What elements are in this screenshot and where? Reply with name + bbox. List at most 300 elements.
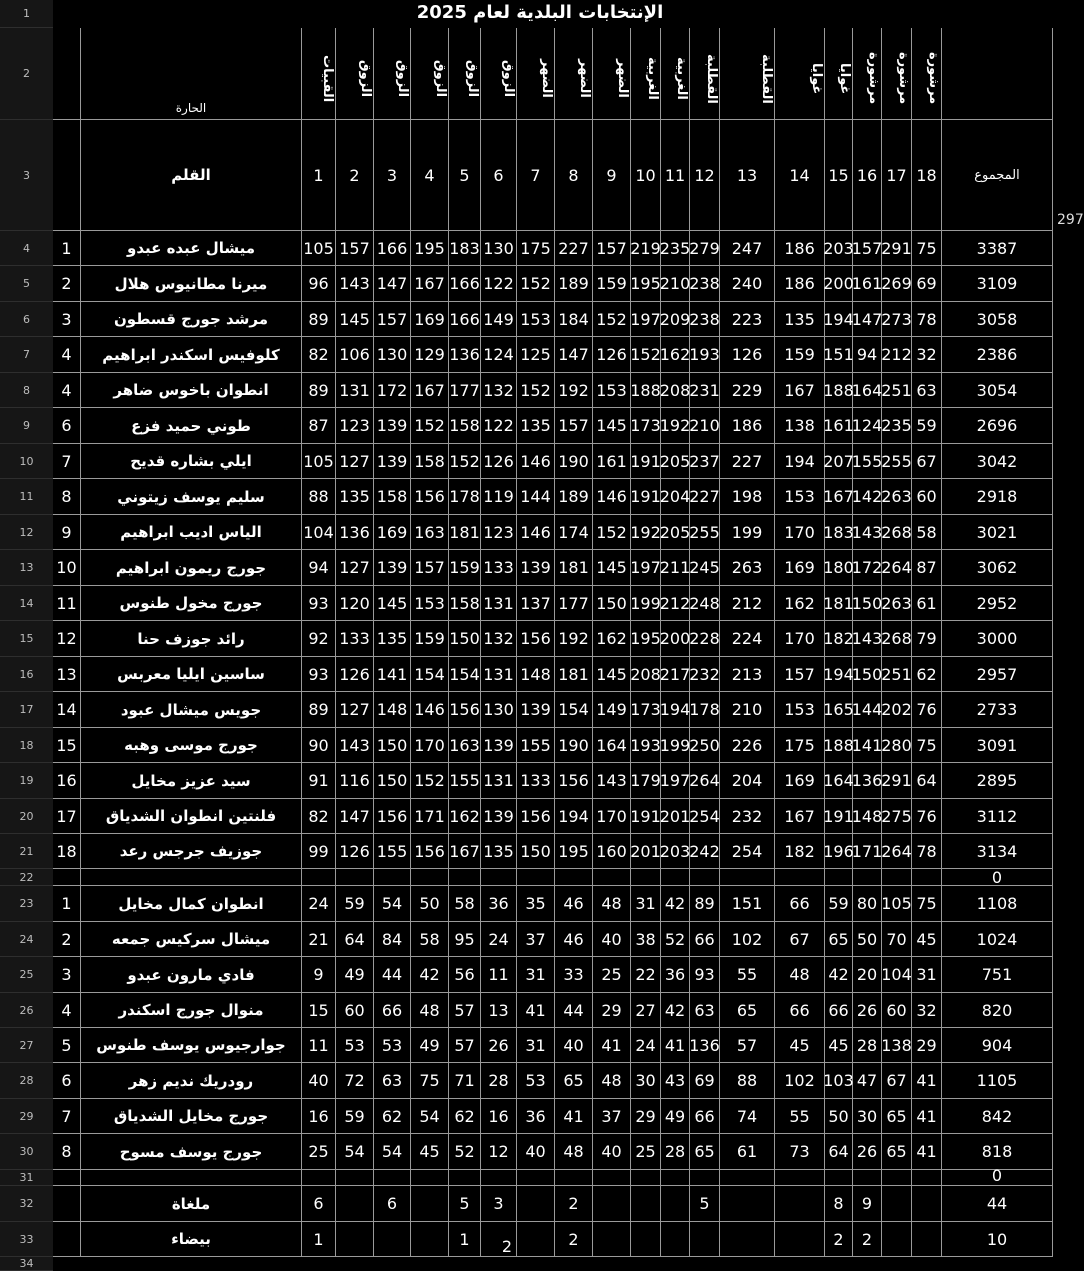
total-cell[interactable]: 3091 — [942, 728, 1053, 763]
vote-cell[interactable]: 50 — [853, 922, 882, 957]
vote-cell[interactable] — [411, 1186, 449, 1222]
vote-cell[interactable]: 42 — [661, 993, 690, 1028]
vote-cell[interactable]: 152 — [593, 515, 631, 550]
candidate-name[interactable]: ساسين ايليا معربس — [81, 657, 302, 692]
total-cell[interactable]: 1024 — [942, 922, 1053, 957]
empty-cell[interactable] — [481, 1170, 517, 1186]
vote-cell[interactable]: 32 — [912, 337, 942, 373]
vote-cell[interactable]: 126 — [481, 444, 517, 479]
vote-cell[interactable]: 41 — [912, 1134, 942, 1170]
vote-cell[interactable]: 201 — [631, 834, 661, 869]
vote-cell[interactable]: 229 — [720, 373, 775, 408]
empty-cell[interactable] — [302, 1170, 336, 1186]
vote-cell[interactable]: 159 — [775, 337, 825, 373]
vote-cell[interactable]: 24 — [302, 886, 336, 922]
candidate-index[interactable]: 12 — [53, 621, 81, 657]
vote-cell[interactable]: 122 — [481, 408, 517, 444]
vote-cell[interactable] — [374, 1222, 411, 1257]
candidate-index[interactable]: 17 — [53, 799, 81, 834]
vote-cell[interactable]: 62 — [374, 1099, 411, 1134]
vote-cell[interactable]: 190 — [555, 444, 593, 479]
vote-cell[interactable]: 189 — [555, 266, 593, 302]
vote-cell[interactable] — [517, 1186, 555, 1222]
vote-cell[interactable]: 123 — [481, 515, 517, 550]
vote-cell[interactable]: 196 — [825, 834, 853, 869]
total-cell[interactable]: 3109 — [942, 266, 1053, 302]
name-header[interactable]: القلم — [81, 120, 302, 231]
vote-cell[interactable]: 156 — [555, 763, 593, 799]
vote-cell[interactable]: 142 — [853, 479, 882, 515]
vote-cell[interactable]: 145 — [374, 586, 411, 621]
vote-cell[interactable]: 40 — [593, 922, 631, 957]
candidate-name[interactable]: منوال جورج اسكندر — [81, 993, 302, 1028]
row-header[interactable]: 6 — [0, 302, 53, 337]
empty-cell[interactable] — [555, 869, 593, 886]
row-header[interactable]: 2 — [0, 28, 53, 120]
vote-cell[interactable]: 57 — [449, 1028, 481, 1063]
vote-cell[interactable]: 194 — [825, 302, 853, 337]
vote-cell[interactable]: 191 — [825, 799, 853, 834]
vote-cell[interactable]: 65 — [882, 1099, 912, 1134]
vote-cell[interactable]: 93 — [302, 657, 336, 692]
total-cell[interactable]: 2386 — [942, 337, 1053, 373]
vote-cell[interactable] — [690, 1222, 720, 1257]
vote-cell[interactable]: 186 — [775, 231, 825, 266]
vote-cell[interactable]: 47 — [853, 1063, 882, 1099]
vote-cell[interactable]: 188 — [825, 728, 853, 763]
vote-cell[interactable]: 136 — [690, 1028, 720, 1063]
vote-cell[interactable]: 138 — [775, 408, 825, 444]
vote-cell[interactable]: 181 — [555, 550, 593, 586]
vote-cell[interactable]: 153 — [411, 586, 449, 621]
column-number[interactable]: 4 — [411, 120, 449, 231]
vote-cell[interactable]: 124 — [853, 408, 882, 444]
vote-cell[interactable]: 178 — [690, 692, 720, 728]
column-number[interactable]: 5 — [449, 120, 481, 231]
vote-cell[interactable]: 150 — [853, 657, 882, 692]
vote-cell[interactable]: 62 — [449, 1099, 481, 1134]
row-header[interactable]: 15 — [0, 621, 53, 657]
empty-cell[interactable] — [593, 1170, 631, 1186]
column-number[interactable]: 14 — [775, 120, 825, 231]
vote-cell[interactable]: 139 — [374, 444, 411, 479]
vote-cell[interactable]: 59 — [825, 886, 853, 922]
vote-cell[interactable]: 54 — [411, 1099, 449, 1134]
vote-cell[interactable]: 154 — [449, 657, 481, 692]
candidate-name[interactable]: سليم يوسف زيتوني — [81, 479, 302, 515]
vote-cell[interactable]: 41 — [912, 1099, 942, 1134]
vote-cell[interactable]: 157 — [555, 408, 593, 444]
candidate-index[interactable]: 10 — [53, 550, 81, 586]
vote-cell[interactable]: 166 — [374, 231, 411, 266]
vote-cell[interactable] — [661, 1186, 690, 1222]
row-header[interactable]: 10 — [0, 444, 53, 479]
vote-cell[interactable]: 94 — [302, 550, 336, 586]
vote-cell[interactable]: 169 — [775, 763, 825, 799]
vote-cell[interactable]: 155 — [374, 834, 411, 869]
vote-cell[interactable]: 152 — [411, 408, 449, 444]
vote-cell[interactable]: 139 — [374, 550, 411, 586]
vote-cell[interactable]: 212 — [882, 337, 912, 373]
total-cell[interactable]: 10 — [942, 1222, 1053, 1257]
row-header[interactable]: 8 — [0, 373, 53, 408]
vote-cell[interactable]: 194 — [775, 444, 825, 479]
vote-cell[interactable]: 66 — [690, 1099, 720, 1134]
vote-cell[interactable]: 2 — [853, 1222, 882, 1257]
vote-cell[interactable]: 153 — [593, 373, 631, 408]
vote-cell[interactable]: 88 — [302, 479, 336, 515]
district-header[interactable]: الغربية — [631, 28, 661, 120]
vote-cell[interactable]: 136 — [336, 515, 374, 550]
vote-cell[interactable]: 55 — [775, 1099, 825, 1134]
district-header[interactable]: الضهر — [517, 28, 555, 120]
vote-cell[interactable]: 127 — [336, 444, 374, 479]
column-number[interactable]: 7 — [517, 120, 555, 231]
vote-cell[interactable]: 12 — [481, 1134, 517, 1170]
vote-cell[interactable]: 268 — [882, 515, 912, 550]
vote-cell[interactable]: 123 — [336, 408, 374, 444]
vote-cell[interactable]: 66 — [775, 993, 825, 1028]
vote-cell[interactable]: 145 — [593, 550, 631, 586]
empty-cell[interactable] — [593, 869, 631, 886]
vote-cell[interactable]: 52 — [661, 922, 690, 957]
vote-cell[interactable] — [912, 1186, 942, 1222]
vote-cell[interactable] — [775, 1222, 825, 1257]
total-cell[interactable]: 2696 — [942, 408, 1053, 444]
vote-cell[interactable]: 269 — [882, 266, 912, 302]
vote-cell[interactable]: 79 — [912, 621, 942, 657]
column-number[interactable]: 17 — [882, 120, 912, 231]
vote-cell[interactable]: 1 — [302, 1222, 336, 1257]
vote-cell[interactable]: 94 — [853, 337, 882, 373]
vote-cell[interactable]: 167 — [825, 479, 853, 515]
vote-cell[interactable]: 195 — [411, 231, 449, 266]
vote-cell[interactable]: 6 — [374, 1186, 411, 1222]
empty-cell[interactable] — [53, 1186, 81, 1222]
vote-cell[interactable]: 30 — [853, 1099, 882, 1134]
candidate-name[interactable]: انطوان كمال مخايل — [81, 886, 302, 922]
empty-cell[interactable] — [631, 869, 661, 886]
vote-cell[interactable]: 173 — [631, 692, 661, 728]
vote-cell[interactable]: 131 — [481, 763, 517, 799]
vote-cell[interactable]: 164 — [593, 728, 631, 763]
vote-cell[interactable]: 35 — [517, 886, 555, 922]
vote-cell[interactable]: 49 — [661, 1099, 690, 1134]
vote-cell[interactable]: 167 — [775, 373, 825, 408]
vote-cell[interactable]: 126 — [336, 834, 374, 869]
vote-cell[interactable]: 163 — [411, 515, 449, 550]
district-header[interactable]: الغربية — [661, 28, 690, 120]
vote-cell[interactable]: 156 — [411, 834, 449, 869]
vote-cell[interactable]: 38 — [631, 922, 661, 957]
vote-cell[interactable]: 195 — [631, 621, 661, 657]
vote-cell[interactable]: 144 — [853, 692, 882, 728]
vote-cell[interactable]: 245 — [690, 550, 720, 586]
vote-cell[interactable]: 119 — [481, 479, 517, 515]
candidate-name[interactable]: جوارجيوس يوسف طنوس — [81, 1028, 302, 1063]
vote-cell[interactable]: 71 — [449, 1063, 481, 1099]
district-header[interactable]: الزوق — [481, 28, 517, 120]
vote-cell[interactable]: 157 — [336, 231, 374, 266]
vote-cell[interactable]: 212 — [720, 586, 775, 621]
column-number[interactable]: 8 — [555, 120, 593, 231]
vote-cell[interactable]: 44 — [374, 957, 411, 993]
vote-cell[interactable]: 31 — [517, 1028, 555, 1063]
district-header[interactable]: القطلبة — [720, 28, 775, 120]
vote-cell[interactable]: 146 — [517, 515, 555, 550]
empty-cell[interactable] — [853, 1170, 882, 1186]
vote-cell[interactable]: 146 — [593, 479, 631, 515]
row-header[interactable]: 34 — [0, 1257, 53, 1271]
vote-cell[interactable]: 27 — [631, 993, 661, 1028]
vote-cell[interactable]: 157 — [374, 302, 411, 337]
vote-cell[interactable]: 28 — [661, 1134, 690, 1170]
vote-cell[interactable]: 125 — [517, 337, 555, 373]
vote-cell[interactable]: 192 — [555, 373, 593, 408]
empty-cell[interactable] — [720, 1170, 775, 1186]
vote-cell[interactable] — [720, 1222, 775, 1257]
vote-cell[interactable]: 190 — [555, 728, 593, 763]
empty-cell[interactable] — [775, 869, 825, 886]
vote-cell[interactable]: 231 — [690, 373, 720, 408]
vote-cell[interactable]: 164 — [825, 763, 853, 799]
vote-cell[interactable]: 255 — [882, 444, 912, 479]
district-header[interactable]: مرشورة — [882, 28, 912, 120]
vote-cell[interactable]: 28 — [853, 1028, 882, 1063]
vote-cell[interactable]: 40 — [555, 1028, 593, 1063]
vote-cell[interactable]: 129 — [411, 337, 449, 373]
vote-cell[interactable]: 88 — [720, 1063, 775, 1099]
column-number[interactable]: 15 — [825, 120, 853, 231]
candidate-index[interactable]: 4 — [53, 993, 81, 1028]
vote-cell[interactable]: 82 — [302, 799, 336, 834]
empty-cell[interactable] — [374, 869, 411, 886]
vote-cell[interactable]: 164 — [853, 373, 882, 408]
row-header-label[interactable]: الحارة — [81, 28, 302, 120]
vote-cell[interactable]: 146 — [517, 444, 555, 479]
total-cell[interactable]: 904 — [942, 1028, 1053, 1063]
vote-cell[interactable]: 41 — [661, 1028, 690, 1063]
vote-cell[interactable]: 268 — [882, 621, 912, 657]
vote-cell[interactable]: 48 — [593, 886, 631, 922]
candidate-name[interactable]: جورج يوسف مسوح — [81, 1134, 302, 1170]
vote-cell[interactable]: 2 — [825, 1222, 853, 1257]
vote-cell[interactable]: 150 — [449, 621, 481, 657]
vote-cell[interactable]: 126 — [593, 337, 631, 373]
vote-cell[interactable]: 46 — [555, 886, 593, 922]
vote-cell[interactable]: 37 — [517, 922, 555, 957]
vote-cell[interactable]: 124 — [481, 337, 517, 373]
vote-cell[interactable]: 161 — [825, 408, 853, 444]
column-number[interactable]: 13 — [720, 120, 775, 231]
total-cell[interactable]: 2952 — [942, 586, 1053, 621]
vote-cell[interactable]: 204 — [661, 479, 690, 515]
vote-cell[interactable]: 203 — [825, 231, 853, 266]
vote-cell[interactable]: 165 — [825, 692, 853, 728]
vote-cell[interactable]: 139 — [481, 799, 517, 834]
vote-cell[interactable]: 263 — [882, 479, 912, 515]
vote-cell[interactable]: 16 — [302, 1099, 336, 1134]
vote-cell[interactable]: 145 — [593, 408, 631, 444]
vote-cell[interactable]: 89 — [690, 886, 720, 922]
vote-cell[interactable]: 40 — [302, 1063, 336, 1099]
vote-cell[interactable]: 62 — [912, 657, 942, 692]
vote-cell[interactable]: 155 — [517, 728, 555, 763]
vote-cell[interactable]: 36 — [517, 1099, 555, 1134]
vote-cell[interactable]: 217 — [661, 657, 690, 692]
vote-cell[interactable]: 42 — [825, 957, 853, 993]
vote-cell[interactable]: 8 — [825, 1186, 853, 1222]
vote-cell[interactable]: 181 — [449, 515, 481, 550]
vote-cell[interactable]: 151 — [720, 886, 775, 922]
vote-cell[interactable]: 16 — [481, 1099, 517, 1134]
vote-cell[interactable]: 210 — [720, 692, 775, 728]
vote-cell[interactable]: 116 — [336, 763, 374, 799]
vote-cell[interactable]: 26 — [481, 1028, 517, 1063]
vote-cell[interactable]: 207 — [825, 444, 853, 479]
vote-cell[interactable]: 183 — [825, 515, 853, 550]
vote-cell[interactable]: 193 — [631, 728, 661, 763]
candidate-index[interactable]: 18 — [53, 834, 81, 869]
vote-cell[interactable]: 67 — [912, 444, 942, 479]
vote-cell[interactable]: 195 — [555, 834, 593, 869]
empty-cell[interactable] — [912, 869, 942, 886]
vote-cell[interactable]: 143 — [853, 621, 882, 657]
vote-cell[interactable]: 208 — [661, 373, 690, 408]
vote-cell[interactable]: 182 — [775, 834, 825, 869]
vote-cell[interactable]: 2 — [555, 1186, 593, 1222]
vote-cell[interactable]: 150 — [374, 728, 411, 763]
vote-cell[interactable]: 64 — [825, 1134, 853, 1170]
vote-cell[interactable]: 156 — [517, 621, 555, 657]
vote-cell[interactable]: 156 — [411, 479, 449, 515]
vote-cell[interactable]: 210 — [661, 266, 690, 302]
vote-cell[interactable]: 99 — [302, 834, 336, 869]
blank-label[interactable]: بيضاء — [81, 1222, 302, 1257]
vote-cell[interactable]: 192 — [555, 621, 593, 657]
vote-cell[interactable]: 136 — [853, 763, 882, 799]
vote-cell[interactable]: 57 — [449, 993, 481, 1028]
vote-cell[interactable]: 105 — [882, 886, 912, 922]
empty-cell[interactable] — [449, 1170, 481, 1186]
vote-cell[interactable] — [882, 1186, 912, 1222]
vote-cell[interactable]: 26 — [853, 1134, 882, 1170]
vote-cell[interactable]: 43 — [661, 1063, 690, 1099]
row-header[interactable]: 16 — [0, 657, 53, 692]
vote-cell[interactable]: 20 — [853, 957, 882, 993]
empty-cell[interactable] — [411, 1170, 449, 1186]
empty-cell[interactable] — [661, 1170, 690, 1186]
vote-cell[interactable]: 26 — [853, 993, 882, 1028]
vote-cell[interactable]: 48 — [775, 957, 825, 993]
candidate-name[interactable]: مرشد جورج قسطون — [81, 302, 302, 337]
vote-cell[interactable]: 186 — [775, 266, 825, 302]
vote-cell[interactable]: 199 — [631, 586, 661, 621]
candidate-name[interactable]: كلوفيس اسكندر ابراهيم — [81, 337, 302, 373]
vote-cell[interactable]: 171 — [411, 799, 449, 834]
vote-cell[interactable]: 9 — [853, 1186, 882, 1222]
vote-cell[interactable]: 131 — [481, 586, 517, 621]
vote-cell[interactable]: 41 — [593, 1028, 631, 1063]
vote-cell[interactable]: 254 — [720, 834, 775, 869]
vote-cell[interactable]: 204 — [720, 763, 775, 799]
vote-cell[interactable]: 132 — [481, 621, 517, 657]
vote-cell[interactable]: 2 — [555, 1222, 593, 1257]
vote-cell[interactable]: 56 — [449, 957, 481, 993]
vote-cell[interactable]: 154 — [555, 692, 593, 728]
vote-cell[interactable] — [593, 1186, 631, 1222]
vote-cell[interactable]: 198 — [720, 479, 775, 515]
empty-cell[interactable] — [853, 869, 882, 886]
empty-cell[interactable] — [555, 1170, 593, 1186]
vote-cell[interactable]: 152 — [411, 763, 449, 799]
district-header[interactable]: الزوق — [336, 28, 374, 120]
vote-cell[interactable]: 48 — [555, 1134, 593, 1170]
vote-cell[interactable]: 52 — [449, 1134, 481, 1170]
vote-cell[interactable]: 40 — [593, 1134, 631, 1170]
vote-cell[interactable]: 227 — [555, 231, 593, 266]
row-header[interactable]: 9 — [0, 408, 53, 444]
empty-cell[interactable] — [661, 869, 690, 886]
vote-cell[interactable]: 264 — [882, 550, 912, 586]
vote-cell[interactable]: 67 — [775, 922, 825, 957]
column-number[interactable]: 18 — [912, 120, 942, 231]
vote-cell[interactable]: 254 — [690, 799, 720, 834]
total-cell[interactable]: 0 — [942, 869, 1053, 886]
vote-cell[interactable]: 45 — [411, 1134, 449, 1170]
vote-cell[interactable]: 41 — [555, 1099, 593, 1134]
vote-cell[interactable]: 148 — [517, 657, 555, 692]
vote-cell[interactable]: 232 — [720, 799, 775, 834]
vote-cell[interactable]: 228 — [690, 621, 720, 657]
vote-cell[interactable]: 188 — [825, 373, 853, 408]
district-header[interactable]: الزوق — [411, 28, 449, 120]
vote-cell[interactable]: 149 — [593, 692, 631, 728]
empty-cell[interactable] — [882, 1170, 912, 1186]
vote-cell[interactable]: 120 — [336, 586, 374, 621]
vote-cell[interactable]: 184 — [555, 302, 593, 337]
vote-cell[interactable]: 275 — [882, 799, 912, 834]
total-cell[interactable]: 2895 — [942, 763, 1053, 799]
vote-cell[interactable]: 205 — [661, 515, 690, 550]
vote-cell[interactable]: 29 — [912, 1028, 942, 1063]
total-cell[interactable]: 44 — [942, 1186, 1053, 1222]
total-cell[interactable]: 3000 — [942, 621, 1053, 657]
vote-cell[interactable] — [631, 1186, 661, 1222]
vote-cell[interactable]: 60 — [882, 993, 912, 1028]
vote-cell[interactable]: 170 — [411, 728, 449, 763]
candidate-index[interactable]: 1 — [53, 231, 81, 266]
vote-cell[interactable]: 127 — [336, 692, 374, 728]
vote-cell[interactable]: 167 — [449, 834, 481, 869]
vote-cell[interactable]: 65 — [882, 1134, 912, 1170]
vote-cell[interactable]: 159 — [411, 621, 449, 657]
vote-cell[interactable]: 147 — [555, 337, 593, 373]
vote-cell[interactable]: 60 — [912, 479, 942, 515]
candidate-name[interactable]: ايلي بشاره قديح — [81, 444, 302, 479]
total-cell[interactable]: 3042 — [942, 444, 1053, 479]
vote-cell[interactable]: 148 — [853, 799, 882, 834]
candidate-index[interactable]: 2 — [53, 266, 81, 302]
vote-cell[interactable]: 152 — [449, 444, 481, 479]
candidate-index[interactable]: 7 — [53, 444, 81, 479]
vote-cell[interactable]: 175 — [517, 231, 555, 266]
vote-cell[interactable]: 152 — [517, 373, 555, 408]
empty-cell[interactable] — [374, 1170, 411, 1186]
vote-cell[interactable]: 150 — [593, 586, 631, 621]
vote-cell[interactable]: 264 — [690, 763, 720, 799]
candidate-index[interactable]: 8 — [53, 1134, 81, 1170]
